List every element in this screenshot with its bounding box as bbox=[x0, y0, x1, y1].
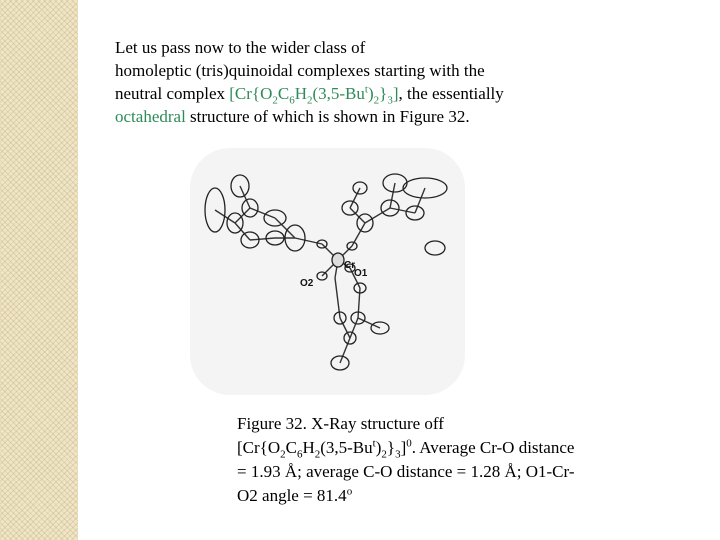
atom-label-o1: O1 bbox=[354, 268, 368, 279]
intro-line-3-text: neutral complex bbox=[115, 84, 230, 103]
degree-symbol: o bbox=[346, 485, 353, 498]
molecule-drawing bbox=[190, 148, 465, 395]
caption-line-4 bbox=[237, 484, 657, 508]
intro-line-3-tail: , the essentially bbox=[398, 84, 504, 103]
caption-line-2-text: . Average Cr-O distance bbox=[411, 438, 575, 457]
caption-line-4-text: O2 angle = 81.4 bbox=[237, 486, 347, 505]
decorative-side-strip bbox=[0, 0, 78, 540]
intro-paragraph bbox=[115, 36, 585, 128]
xray-structure-figure bbox=[190, 148, 465, 395]
figure-caption bbox=[237, 412, 657, 508]
intro-line-1: Let us pass now to the wider class of bbox=[115, 38, 366, 57]
intro-line-4-text: structure of which is shown in Figure 32. bbox=[185, 107, 470, 126]
atom-label-cr: Cr bbox=[344, 260, 356, 271]
intro-line-2: homoleptic (tris)quinoidal complexes starting with the bbox=[115, 61, 485, 80]
intro-line-3 bbox=[115, 82, 585, 105]
complex-formula: $[Cr\{O_2C_6H_2(3,5-Bu^t)_2\}_3]$ bbox=[229, 83, 399, 107]
atom-label-o2: O2 bbox=[300, 278, 314, 289]
intro-line-4 bbox=[115, 105, 585, 128]
caption-formula: $[Cr\{O_2C_6H_2(3,5-Bu^t)_2\}_3]^0$ bbox=[237, 437, 412, 461]
caption-line-2 bbox=[237, 436, 657, 460]
octahedral-term: octahedral bbox=[115, 107, 186, 126]
caption-line-3: = 1.93 Å; average C-O distance = 1.28 Å; O1-Cr- bbox=[237, 462, 575, 481]
caption-line-1: Figure 32. X-Ray structure off bbox=[237, 414, 444, 433]
